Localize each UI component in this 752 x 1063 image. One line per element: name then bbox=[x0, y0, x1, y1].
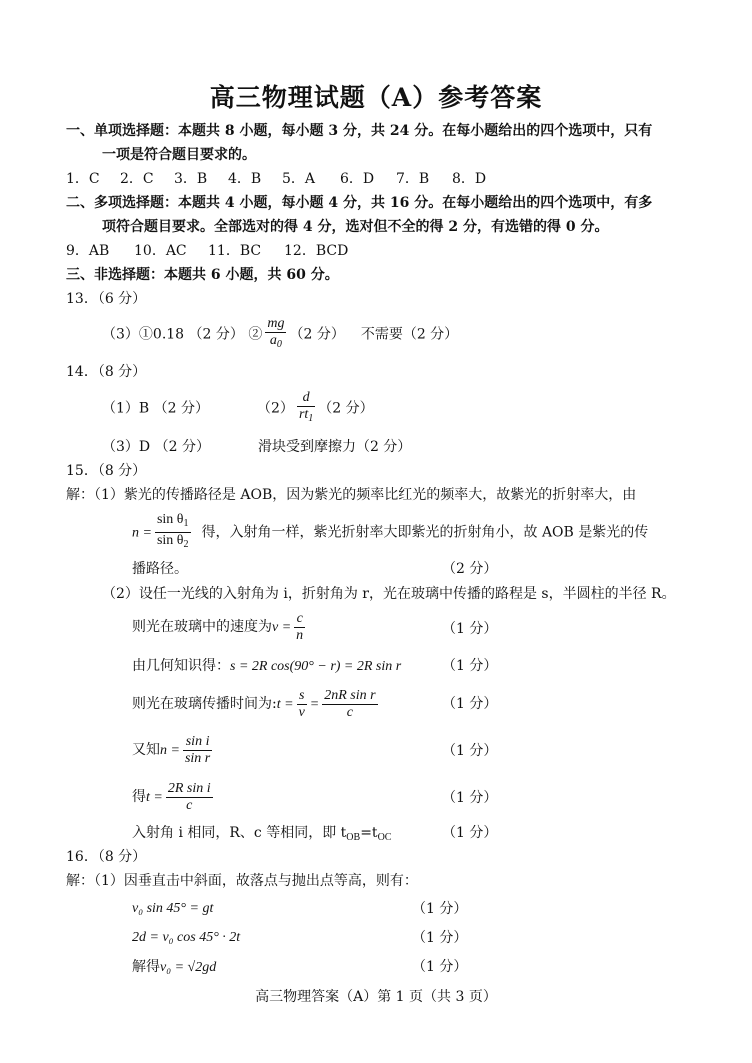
q15-p1c-score: （2 分） bbox=[442, 561, 498, 577]
q13-fraction bbox=[265, 316, 286, 353]
section1-heading-cont: 一项是符合题目要求的。 bbox=[102, 147, 256, 163]
q15-geo-eq: s = 2R cos(90° − r) = 2R sin r bbox=[230, 659, 402, 674]
q16-eq1: v₀ sin 45° = gt bbox=[132, 901, 214, 916]
q15-get-t: t = bbox=[146, 790, 163, 805]
q15-sub1: 1 bbox=[183, 518, 189, 529]
q16-eq3-score: （1 分） bbox=[412, 959, 468, 975]
q14-part2-score: （2 分） bbox=[318, 400, 374, 417]
q15-p1: 解：（1）紫光的传播路径是 AOB，因为紫光的频率比红光的频率大，故紫光的折射率大，由 bbox=[66, 487, 637, 503]
q14-part3: （3）D （2 分） bbox=[102, 439, 210, 455]
answer-11: 11．BC bbox=[208, 243, 262, 259]
q16-p1: 解：（1）因垂直击中斜面，故落点与抛出点等高，则有： bbox=[66, 873, 418, 889]
q15-p2: （2）设任一光线的入射角为 i，折射角为 r，光在玻璃中传播的路程是 s，半圆柱的半径 R。 bbox=[102, 586, 676, 602]
section2-heading-cont: 项符合题目要求。全部选对的得 4 分，选对但不全的得 2 分，有选错的得 0 分。 bbox=[102, 219, 609, 235]
q15-speed-v: v = bbox=[272, 620, 292, 635]
answer-3: 3．B bbox=[174, 171, 208, 187]
answer-12: 12．BCD bbox=[284, 243, 349, 259]
q15-time-n2: 2nR sin r bbox=[324, 687, 376, 703]
q13-score: （2 分） bbox=[289, 326, 345, 343]
q13-frac-den: a bbox=[269, 333, 277, 348]
q15-know-n: n = bbox=[160, 743, 180, 758]
section1-heading: 一、单项选择题：本题共 8 小题，每小题 3 分，共 24 分。在每小题给出的四个选项中，只有 bbox=[66, 123, 653, 139]
q15-sin2: sin θ bbox=[156, 533, 184, 548]
q15-get-num: 2R sin i bbox=[167, 780, 211, 796]
q15-n-eq: n = bbox=[132, 525, 152, 541]
q15-speed-fraction bbox=[294, 611, 305, 644]
q15-geo-score: （1 分） bbox=[442, 658, 498, 674]
q15-time bbox=[132, 687, 381, 722]
q15-p1c: 播路径。 bbox=[132, 561, 188, 577]
q15-know-text: 又知 bbox=[132, 742, 160, 758]
q15-time-frac1 bbox=[297, 688, 307, 721]
q15-know bbox=[132, 733, 215, 768]
q15-conclusion bbox=[132, 824, 391, 847]
q15-concl-sub2: OC bbox=[377, 832, 392, 843]
answer-2: 2．C bbox=[120, 171, 154, 187]
q15-time-t: t = bbox=[276, 697, 294, 712]
answer-4: 4．B bbox=[228, 171, 262, 187]
q15-time-eq2: = bbox=[309, 697, 320, 712]
q15-snell-fraction bbox=[155, 512, 191, 553]
q15-time-score: （1 分） bbox=[442, 696, 498, 712]
q16-eq1-score: （1 分） bbox=[412, 901, 468, 917]
q16-eq2: 2d = v₀ cos 45° · 2t bbox=[132, 930, 241, 945]
q15-geo bbox=[132, 657, 401, 676]
q15-snell bbox=[132, 512, 648, 553]
q15-concl-score: （1 分） bbox=[442, 825, 498, 841]
q16-eq3-line bbox=[132, 958, 216, 977]
q14-frac-den: rt bbox=[298, 407, 309, 422]
q16-eq3: v₀ = √2gd bbox=[160, 960, 217, 975]
q15-speed-score: （1 分） bbox=[442, 621, 498, 637]
q15-speed bbox=[132, 610, 308, 645]
q15-know-den: sin r bbox=[184, 750, 211, 766]
q15-time-text: 则光在玻璃传播时间为: bbox=[132, 696, 277, 712]
answer-8: 8．D bbox=[452, 171, 487, 187]
q14-part1: （1）B （2 分） bbox=[102, 400, 210, 417]
section2-answers bbox=[66, 242, 364, 260]
q15-know-num: sin i bbox=[183, 734, 212, 751]
q13-line bbox=[102, 316, 458, 353]
answer-7: 7．B bbox=[396, 171, 430, 187]
answer-10: 10．AC bbox=[134, 243, 187, 259]
q14-fraction bbox=[297, 390, 315, 427]
q15-time-d1: v bbox=[298, 704, 305, 720]
q15-concl-sub1: OB bbox=[346, 832, 361, 843]
section3-heading: 三、非选择题：本题共 6 小题，共 60 分。 bbox=[66, 267, 339, 283]
q13-frac-num: mg bbox=[267, 316, 285, 331]
q15-get-score: （1 分） bbox=[442, 790, 498, 806]
answer-1: 1．C bbox=[66, 171, 100, 187]
q16-eq3-text: 解得 bbox=[132, 959, 160, 975]
q15-speed-num: c bbox=[294, 611, 305, 628]
q15-concl-text: 入射角 i 相同，R、c 等相同，即 t bbox=[132, 825, 347, 841]
q13-part3: （3）①0.18 （2 分） ② bbox=[102, 326, 263, 343]
q15-get bbox=[132, 780, 216, 815]
q13-number: 13．（6 分） bbox=[66, 291, 147, 307]
q15-geo-text: 由几何知识得： bbox=[132, 658, 230, 674]
q15-know-score: （1 分） bbox=[442, 743, 498, 759]
q15-get-fraction bbox=[166, 781, 213, 814]
q16-number: 16．（8 分） bbox=[66, 849, 147, 865]
q14-part2: （2） bbox=[257, 400, 294, 417]
answer-5: 5．A bbox=[282, 171, 316, 187]
answer-6: 6．D bbox=[340, 171, 375, 187]
q15-p1b: 得，入射角一样，紫光折射率大即紫光的折射角小，故 AOB 是紫光的传 bbox=[201, 524, 649, 541]
q14-number: 14．（8 分） bbox=[66, 364, 147, 380]
q15-sin1: sin θ bbox=[156, 512, 184, 527]
q15-number: 15．（8 分） bbox=[66, 463, 147, 479]
q15-time-d2: c bbox=[346, 704, 354, 720]
q14-frac-den-sub: 1 bbox=[308, 413, 314, 424]
q15-speed-text: 则光在玻璃中的速度为 bbox=[132, 619, 272, 635]
q15-sub2: 2 bbox=[183, 539, 189, 550]
q14-part3-b: 滑块受到摩擦力（2 分） bbox=[257, 439, 412, 455]
q15-speed-den: n bbox=[296, 627, 304, 643]
q15-concl-eq: =t bbox=[360, 825, 378, 841]
q13-frac-den-sub: 0 bbox=[276, 339, 282, 350]
section1-answers bbox=[66, 170, 502, 188]
q14-line2 bbox=[102, 438, 411, 456]
q15-time-frac2 bbox=[322, 688, 377, 721]
page-title: 高三物理试题（A）参考答案 bbox=[209, 83, 543, 112]
q15-get-text: 得 bbox=[132, 789, 146, 805]
answer-9: 9．AB bbox=[66, 243, 110, 259]
q15-know-fraction bbox=[183, 734, 212, 767]
q14-frac-num: d bbox=[297, 390, 315, 407]
q15-get-den: c bbox=[186, 797, 193, 813]
q13-part3-c: 不需要（2 分） bbox=[360, 326, 459, 343]
q14-line1 bbox=[102, 390, 374, 427]
q16-eq2-score: （1 分） bbox=[412, 930, 468, 946]
q15-time-n1: s bbox=[297, 688, 307, 705]
page-footer: 高三物理答案（A）第 1 页（共 3 页） bbox=[255, 989, 497, 1005]
section2-heading: 二、多项选择题：本题共 4 小题，每小题 4 分，共 16 分。在每小题给出的四个选项中，有多 bbox=[66, 195, 653, 211]
